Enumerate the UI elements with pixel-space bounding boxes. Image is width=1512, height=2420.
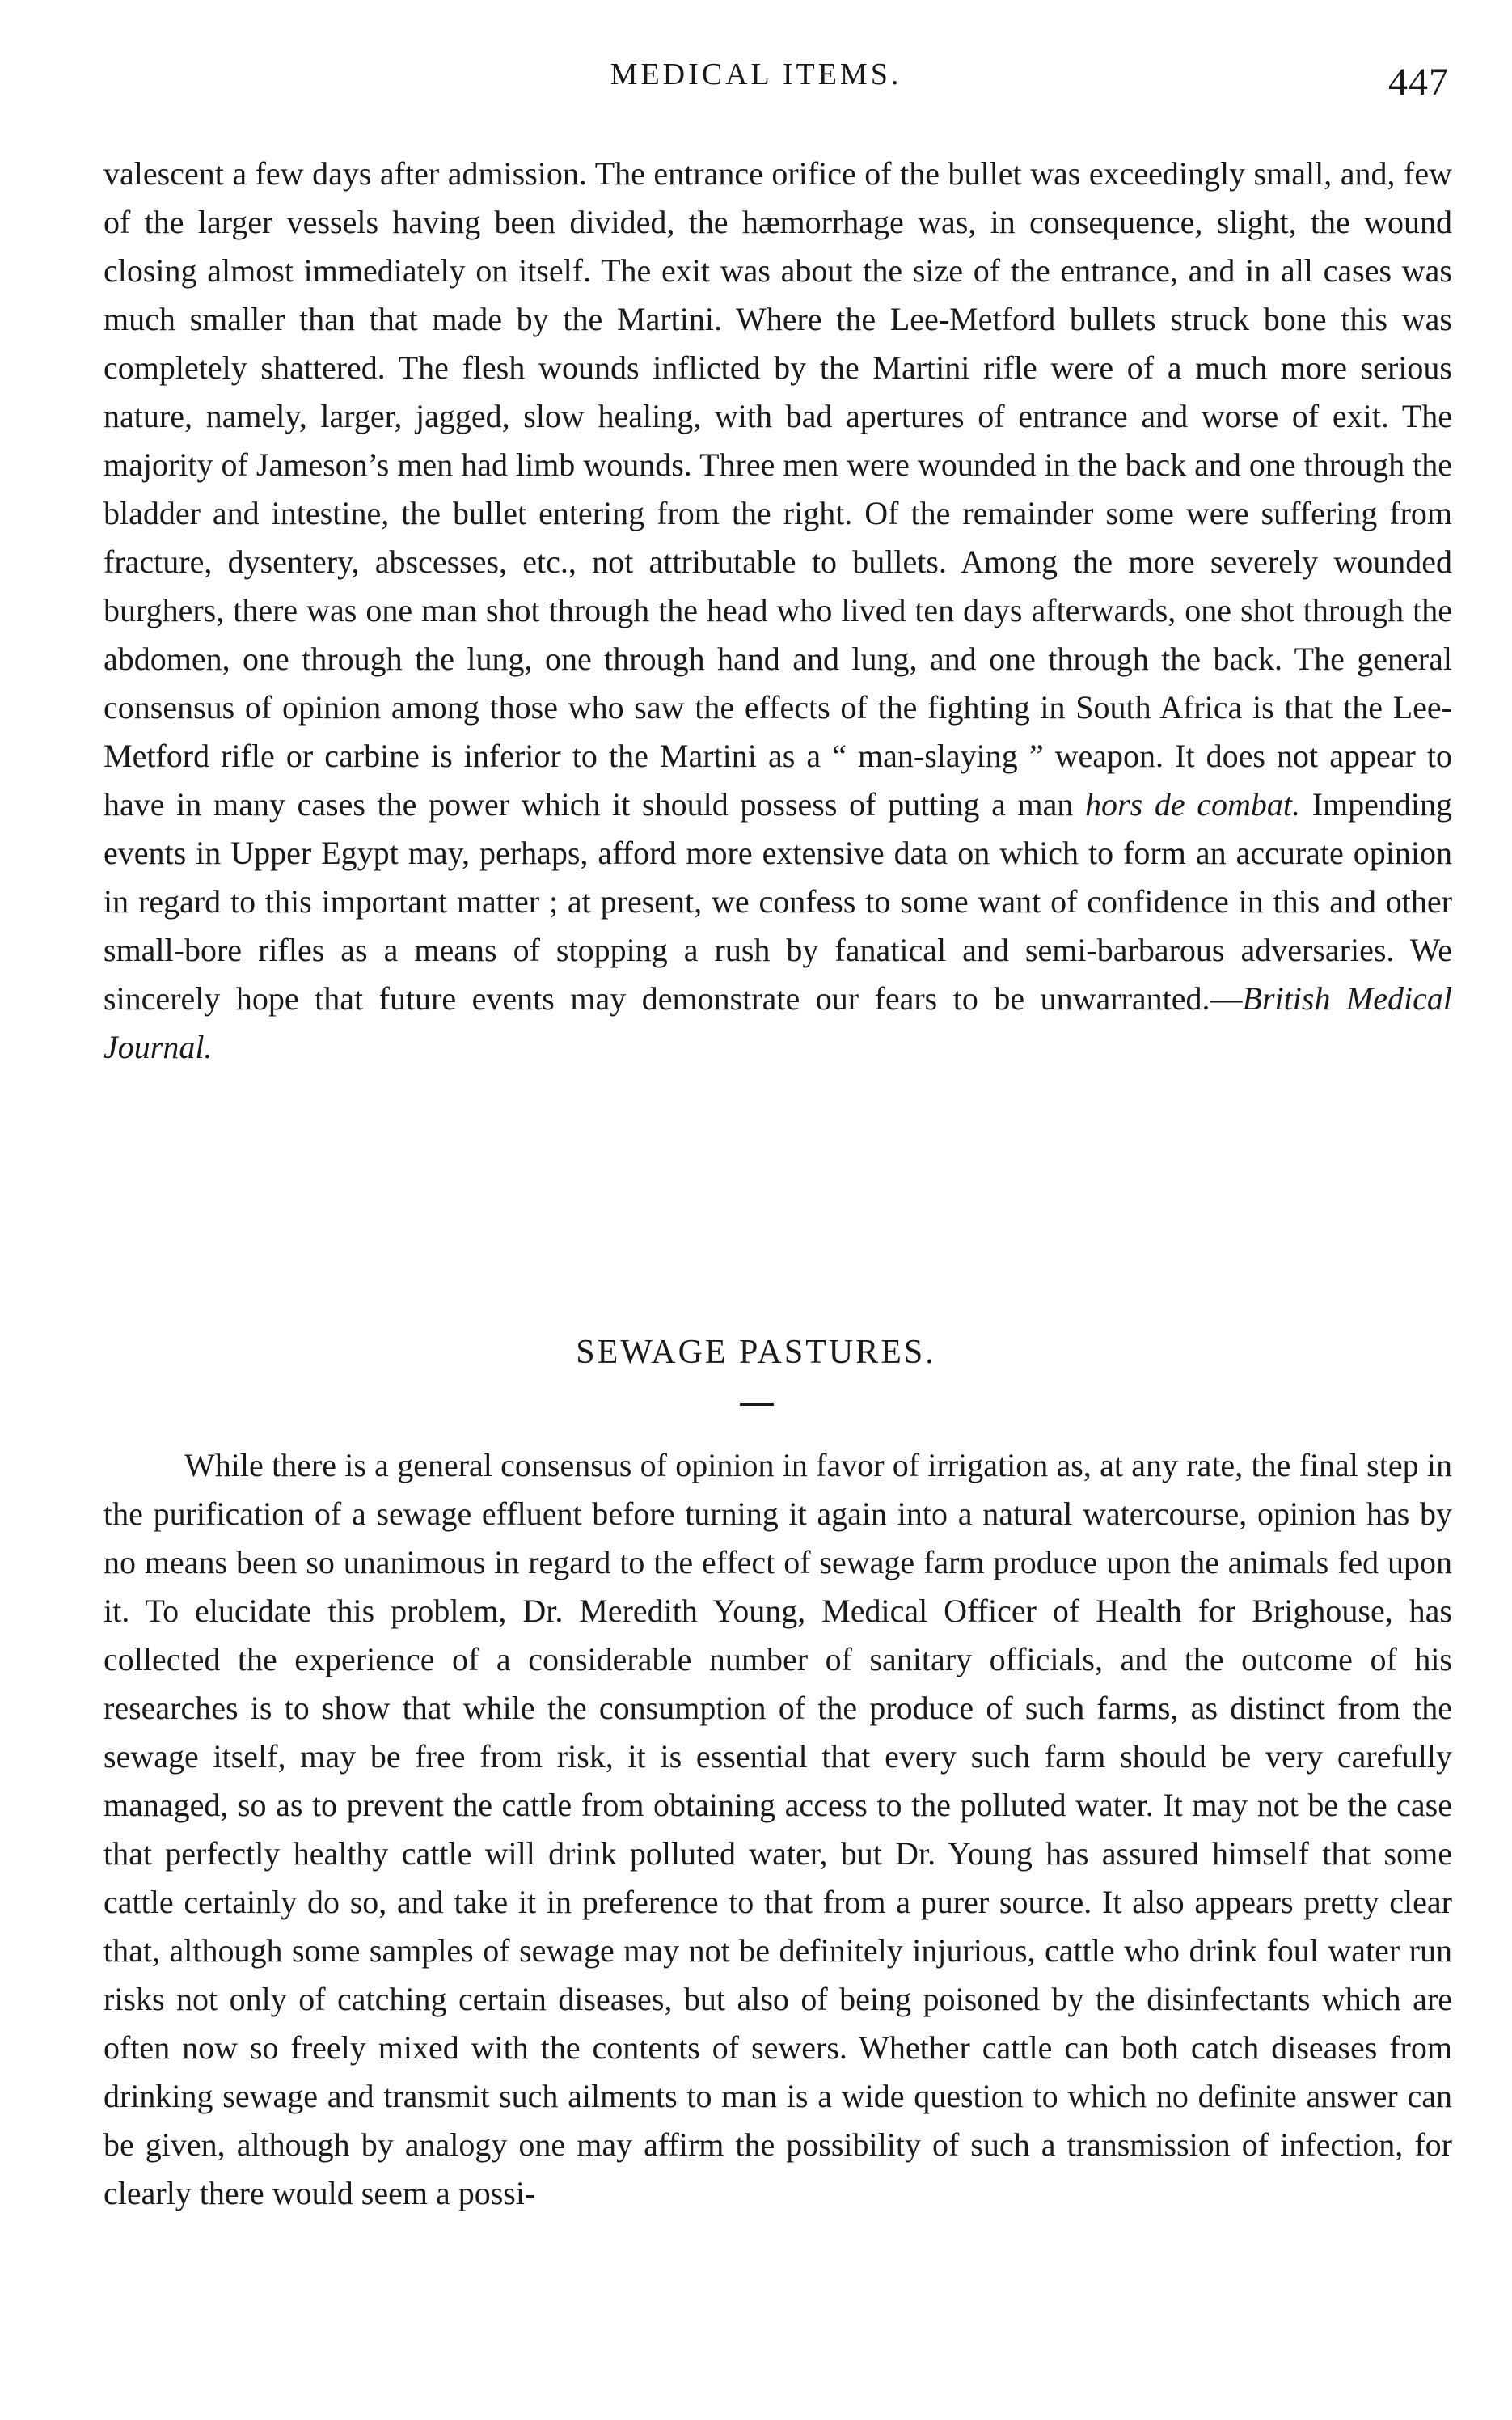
article-paragraph: While there is a general consensus of opinion in favor of irrigation as, at any rate, the final step in the purification of a sewage effluent before turning it again into a natural watercourse, opinion has by no means been so unanimous in regard to the effect of sewage farm produce upon the animals fed upon it. To elucidate this problem, Dr. Meredith Young, Medical Officer of Health for Brighouse, has collected the experience of a considerable number of sanitary officials, and the outcome of his researches is to show that while the consumption of the produce of such farms, as distinct from the sewage itself, may be free from risk, it is essential that every such farm should be very carefully managed, so as to prevent the cattle from obtaining access to the polluted water. It may not be the case that perfectly healthy cattle will drink polluted water, but Dr. Young has assured himself that some cattle certainly do so, and take it in preference to that from a purer source. It also appears pretty clear that, although some samples of sewage may not be definitely injurious, cattle who drink foul water run risks not only of catching certain diseases, but also of being poisoned by the disinfectants which are often now so freely mixed with the contents of sewers. Whether cattle can both catch diseases from drinking sewage and transmit such ailments to man is a wide question to which no definite answer can be given, although by analogy one may affirm the possibility of such a transmission of infection, for clearly there would seem a possi-: [103, 1447, 1452, 2211]
page-number: 447: [1388, 61, 1449, 104]
running-title: MEDICAL ITEMS.: [610, 57, 902, 91]
article-gunshot-wounds: [103, 150, 1452, 1072]
article-paragraph: [103, 150, 1452, 1072]
section-divider: [740, 1403, 774, 1406]
italic-phrase: hors de combat.: [1085, 786, 1301, 823]
running-header: [0, 50, 1512, 104]
section-title: SEWAGE PASTURES.: [576, 1334, 936, 1371]
paragraph-text: valescent a few days after admission. The entrance orifice of the bullet was exceedingly small, and, few of the larger vessels having been divided, the hæmorrhage was, in consequence, slight, the wound closing almost immediately on itself. The exit was about the size of the entrance, and in all cases was much smaller than that made by the Martini. Where the Lee-Metford bullets struck bone this was completely shattered. The flesh wounds inflicted by the Martini rifle were of a much more serious nature, namely, larger, jagged, slow healing, with bad apertures of entrance and worse of exit. The majority of Jameson’s men had limb wounds. Three men were wounded in the back and one through the bladder and intestine, the bullet entering from the right. Of the remainder some were suffering from fracture, dysentery, abscesses, etc., not attributable to bullets. Among the more severely wounded burghers, there was one man shot through the head who lived ten days afterwards, one shot through the abdomen, one through the lung, one through hand and lung, and one through the back. The general consensus of opinion among those who saw the effects of the fighting in South Africa is that the Lee-Metford rifle or carbine is inferior to the Martini as a “ man-slaying ” weapon. It does not appear to have in many cases the power which it should possess of putting a man: [103, 155, 1452, 823]
source-citation: British Medical Journal.: [103, 980, 1452, 1065]
article-sewage-pastures: [103, 1441, 1452, 2218]
paragraph-text-continued: Impending events in Upper Egypt may, perhaps, afford more extensive data on which to form an accurate opinion in regard to this important matter ; at present, we confess to some want of confidence in this and other small-bore rifles as a means of stopping a rush by fanatical and semi-barbarous adversaries. We sincerely hope that future events may demonstrate our fears to be unwarranted.—: [103, 786, 1453, 1017]
